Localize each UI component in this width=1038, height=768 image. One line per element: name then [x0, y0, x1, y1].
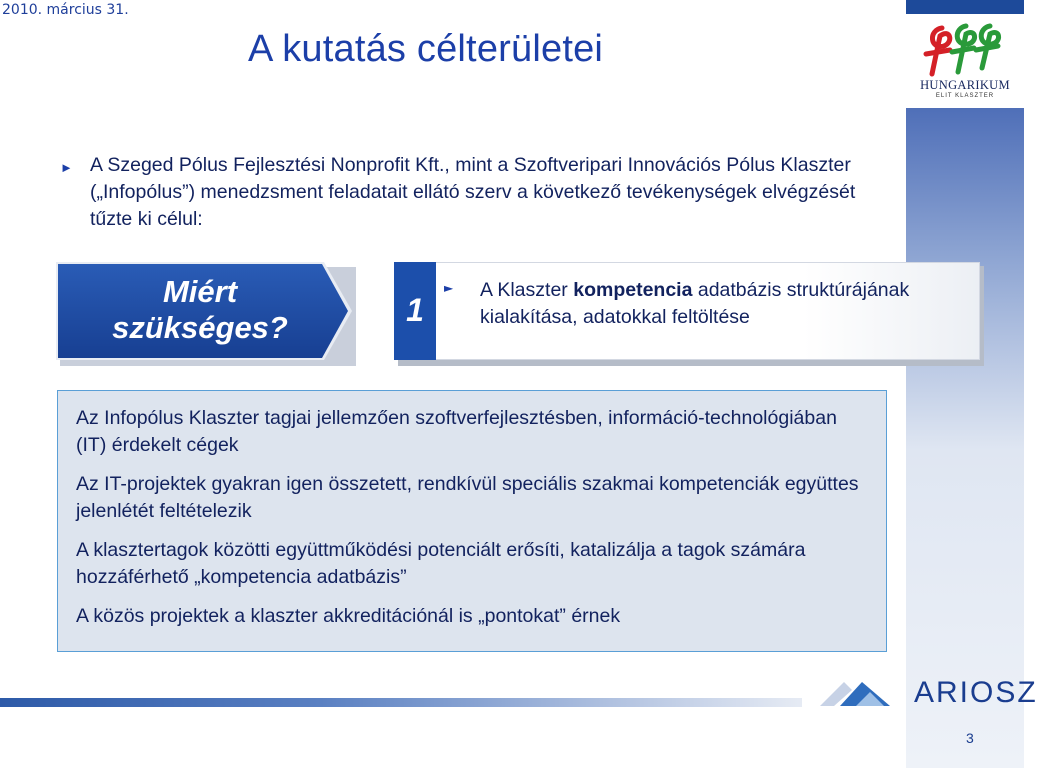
slide-date: 2010. március 31.	[2, 2, 129, 18]
triangle-bullet-icon: ►	[60, 160, 73, 175]
why-line-2: szükséges?	[112, 310, 288, 345]
page-number: 3	[966, 730, 974, 746]
ariosz-logo-icon	[810, 676, 900, 710]
triangle-bullet-icon: ►	[444, 281, 454, 295]
hungarikum-subtitle: ELIT KLASZTER	[935, 93, 995, 99]
item-number: 1	[406, 292, 424, 328]
item-text-bold: kompetencia	[573, 279, 693, 301]
sidebar-top-bar	[906, 0, 1024, 14]
item-text-after: adatbázis struktúrájának kialakítása, adatokkal feltöltése	[480, 279, 910, 328]
slide-title: A kutatás célterületei	[248, 28, 604, 70]
info-paragraph: Az Infopólus Klaszter tagjai jellemzően szoftverfejlesztésben, információ-technológiában (IT) érdekelt cégek	[76, 407, 837, 456]
hungarikum-wordmark: HUNGARIKUM	[920, 78, 1010, 92]
why-box-label	[60, 274, 340, 346]
item-text-before: A Klaszter	[480, 279, 574, 301]
right-sidebar-gradient	[906, 0, 1024, 768]
ariosz-wordmark: ARIOSZ	[914, 676, 1038, 709]
why-line-1: Miért	[162, 274, 238, 309]
info-paragraph: Az IT-projektek gyakran igen összetett, rendkívül speciális szakmai kompetenciák együttes jelenlétét feltételezik	[76, 473, 859, 522]
info-box	[57, 390, 887, 652]
info-paragraph: A klasztertagok közötti együttműködési potenciált erősíti, katalizálja a tagok számára hozzáférhető „kompetencia adatbázis”	[76, 539, 806, 588]
info-paragraph: A közös projektek a klaszter akkreditációnál is „pontokat” érnek	[76, 605, 621, 627]
intro-text: A Szeged Pólus Fejlesztési Nonprofit Kft., mint a Szoftveripari Innovációs Pólus Klaszter („Infopólus”) menedzsment feladatait ellátó szerv a következő tevékenységek elvégzését tűzte ki célul:	[90, 154, 856, 230]
item-text	[480, 277, 970, 331]
bottom-gradient-line	[0, 698, 802, 707]
